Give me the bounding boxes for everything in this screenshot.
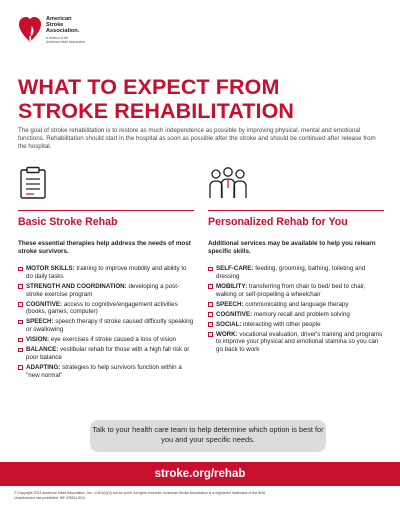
brand-name-line: Association. [46, 28, 80, 35]
section-intro: These essential therapies help address the needs of most stroke survivors. [18, 240, 191, 255]
clipboard-icon [18, 166, 48, 200]
footer-line: © Copyright 2024 American Heart Association, Inc., a 501(c)(3) not-for-profit. All rights reserved. American Stroke Association is a registered trademark of the AHA. [14, 491, 267, 495]
intro-paragraph: The goal of stroke rehabilitation is to restore as much independence as possible by improving physical, mental and emotional functions. Rehabilitation should start in the hospital as soon as possible after the stroke and should be continued after release from the hospital. [18, 127, 376, 151]
list-item [208, 321, 384, 329]
brand-name-line: Stroke [46, 22, 64, 29]
item-keyword: COGNITIVE: [216, 310, 253, 318]
list-item [208, 265, 384, 281]
item-text: training to improve mobility and ability to do daily tasks [26, 265, 187, 280]
list-item [18, 265, 194, 281]
copyright-footer [14, 491, 394, 501]
item-keyword: SPEECH: [216, 300, 244, 308]
list-item [208, 331, 384, 354]
item-keyword: MOTOR SKILLS: [26, 265, 75, 272]
item-keyword: ADAPTING: [26, 363, 61, 371]
item-keyword: BALANCE: [26, 346, 59, 354]
item-keyword: SOCIAL: [216, 320, 242, 328]
item-text: vestibular rehab for those with a high fall risk or poor balance [26, 346, 190, 361]
brand-sub-line: A division of the [46, 35, 69, 40]
brand-logo [18, 14, 85, 44]
section-intro: Additional services may be available to help you relearn specific skills. [208, 240, 376, 255]
item-text: speech therapy if stroke caused difficulty speaking or swallowing [26, 318, 194, 334]
checkbox-icon [18, 320, 23, 325]
checkbox-icon [18, 338, 23, 343]
list-item [18, 318, 194, 334]
website-link[interactable]: stroke.org/rehab [0, 462, 400, 486]
item-keyword: SELF-CARE: [216, 265, 254, 272]
page-title-line: STROKE REHABILITATION [18, 99, 295, 123]
page-title [18, 75, 388, 123]
care-team-icon [208, 166, 248, 200]
item-text: feeding, grooming, bathing, toileting and dressing [216, 265, 366, 280]
checkbox-icon [18, 348, 23, 353]
item-keyword: MOBILITY: [216, 282, 248, 290]
list-item [18, 336, 194, 344]
footer-line: Unauthorized use prohibited. WF-ER631 5/24 [14, 496, 85, 500]
personalized-rehab-list [208, 265, 384, 354]
item-text: strategies to help survivors function within a "new normal" [26, 363, 182, 379]
checkbox-icon [18, 365, 23, 370]
basic-rehab-section [18, 210, 194, 382]
item-text: transferring from chair to bed/ bed to chair, walking or self-propelling a wheelchair [216, 282, 366, 298]
heart-torch-icon [18, 14, 42, 44]
checkbox-icon [208, 312, 213, 317]
list-item [18, 364, 194, 380]
item-text: access to cognitive/engagement activities (books, games, computer) [26, 300, 178, 316]
item-text: interacting with other people [241, 320, 321, 328]
checkbox-icon [18, 284, 23, 289]
list-item [18, 283, 194, 299]
section-title: Basic Stroke Rehab [18, 210, 194, 228]
brand-name-line: American [46, 16, 72, 22]
item-keyword: WORK: [216, 330, 238, 338]
checkbox-icon [208, 284, 213, 289]
checkbox-icon [18, 267, 23, 272]
personalized-rehab-section [208, 210, 384, 356]
item-text: eye exercises if stroke caused a loss of vision [49, 336, 176, 344]
item-keyword: SPEECH: [26, 318, 54, 326]
item-text: memory recall and problem solving [252, 310, 350, 318]
checkbox-icon [18, 302, 23, 307]
checkbox-icon [208, 322, 213, 327]
brand-name [46, 16, 85, 44]
list-item [208, 301, 384, 309]
list-item [208, 311, 384, 319]
brand-sub-line: American Heart Association [46, 39, 86, 44]
item-keyword: VISION: [26, 336, 50, 344]
checkbox-icon [208, 332, 213, 337]
list-item [18, 346, 194, 362]
checkbox-icon [208, 267, 213, 272]
item-text: vocational evaluation, driver's training and programs to improve your physical and emotional stamina so you can go back to work [216, 330, 383, 354]
item-keyword: STRENGTH AND COORDINATION: [26, 282, 127, 290]
callout-box: Talk to your health care team to help determine which option is best for you and your specific needs. [90, 420, 326, 452]
checkbox-icon [208, 302, 213, 307]
list-item [208, 283, 384, 299]
item-text: communicating and language therapy [243, 300, 349, 308]
basic-rehab-list [18, 265, 194, 379]
item-keyword: COGNITIVE: [26, 300, 63, 308]
page-title-line: WHAT TO EXPECT FROM [18, 75, 280, 99]
section-title: Personalized Rehab for You [208, 210, 384, 228]
item-text: developing a post-stroke exercise program [26, 282, 180, 298]
list-item [18, 301, 194, 317]
